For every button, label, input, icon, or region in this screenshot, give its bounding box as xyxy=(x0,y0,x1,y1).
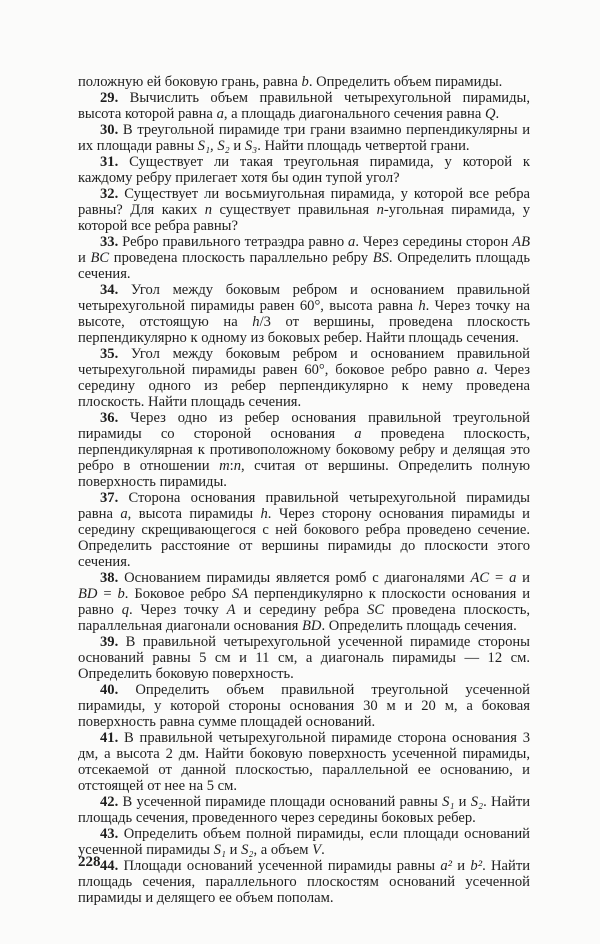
text-run: , а объем xyxy=(253,842,313,858)
problem-number: 29. xyxy=(100,90,119,106)
problem-number: 43. xyxy=(100,826,119,842)
math-variable: AC xyxy=(470,570,490,586)
text-run: Угол между боковым ребром и основанием правильной четырехугольной пирамиды равен 60°, боковое ребро равно xyxy=(78,346,530,378)
math-variable: b² xyxy=(470,858,483,874)
text-run: , xyxy=(210,138,218,154)
text-run: , а площадь диагонального сечения равна xyxy=(223,106,485,122)
math-variable: a xyxy=(476,362,484,378)
problem-number: 39. xyxy=(100,634,119,650)
math-variable: h xyxy=(252,314,260,330)
math-variable: b xyxy=(117,586,125,602)
text-run: Сторона основания правильной четырехугольной пирамиды равна xyxy=(78,490,530,522)
text-run: = xyxy=(97,586,118,602)
text-run: . Определить площадь сечения. xyxy=(321,618,517,634)
math-variable: m xyxy=(219,458,230,474)
text-run: : xyxy=(229,458,234,474)
text-run: и xyxy=(225,842,242,858)
problem-43 xyxy=(78,826,530,858)
problem-34 xyxy=(78,282,530,346)
text-run: Вычислить объем правильной четырехугольной пирамиды, высота которой равна xyxy=(78,90,530,122)
problem-number: 42. xyxy=(100,794,119,810)
text-run: . Через середину одного из ребер перпендикулярно к нему проведена плоскость. Найти площадь сечения. xyxy=(78,362,530,410)
math-variable: a xyxy=(354,426,362,442)
text-run: и xyxy=(229,138,245,154)
math-variable: BD xyxy=(302,618,322,634)
text-run: В правильной четырехугольной пирамиде сторона основания 3 дм, а высота 2 дм. Найти боковую поверхность усеченной пирамиды, отсекаемой от данной плоскостью, параллельной ее основанию, и отстоящей от нее на 5 см. xyxy=(78,730,530,794)
text-run: проведена плоскость параллельно ребру xyxy=(109,250,373,266)
problem-number: 41. xyxy=(100,730,119,746)
continuation-paragraph xyxy=(78,74,530,90)
text-run: = xyxy=(489,570,510,586)
math-variable: SA xyxy=(231,586,249,602)
text-run: Через одно из ребер основания правильной треугольной пирамиды со стороной основания xyxy=(78,410,530,442)
math-variable: BC xyxy=(90,250,110,266)
text-run: . Определить объем пирамиды. xyxy=(308,74,503,90)
math-variable: S₃ xyxy=(244,138,258,154)
problem-number: 33. xyxy=(100,234,119,250)
text-run: существует правильная xyxy=(212,202,377,218)
problem-number: 35. xyxy=(100,346,119,362)
text-run: и xyxy=(452,858,471,874)
text-run: и xyxy=(454,794,471,810)
problem-number: 36. xyxy=(100,410,119,426)
math-variable: n xyxy=(204,202,213,218)
math-variable: h xyxy=(418,298,426,314)
text-run: Определить объем правильной треугольной усеченной пирамиды, у которой стороны основания 30 м и 20 м, а боковая поверхность равна сумме площадей оснований. xyxy=(78,682,530,730)
text-run: -угольная пирамида, у которой все ребра равны? xyxy=(78,202,530,234)
problem-37 xyxy=(78,490,530,570)
math-variable: S₁ xyxy=(213,842,226,858)
math-variable: q xyxy=(121,602,129,618)
text-run: Угол между боковым ребром и основанием правильной четырехугольной пирамиды равен 60°, высота равна xyxy=(78,282,530,314)
math-variable: a xyxy=(120,506,128,522)
text-run: положную ей боковую грань, равна xyxy=(78,74,302,90)
math-variable: a xyxy=(348,234,356,250)
math-variable: a xyxy=(509,570,517,586)
problem-44 xyxy=(78,858,530,906)
math-variable: V xyxy=(312,842,322,858)
text-run: Площади оснований усеченной пирамиды равны xyxy=(118,858,441,874)
math-variable: n xyxy=(233,458,241,474)
text-run: /3 от вершины, проведена плоскость перпендикулярно к одному из боковых ребер. Найти площадь сечения. xyxy=(78,314,530,346)
math-variable: A xyxy=(226,602,236,618)
problem-39 xyxy=(78,634,530,682)
text-run: В треугольной пирамиде три грани взаимно перпендикулярны и их площади равны xyxy=(78,122,530,154)
math-variable: S₁ xyxy=(442,794,455,810)
text-run: В правильной четырехугольной усеченной пирамиде стороны оснований равны 5 см и 11 см, а диагональ пирамиды — 12 см. Определить боковую поверхность. xyxy=(78,634,530,682)
problem-33 xyxy=(78,234,530,282)
text-run: перпендикулярно к плоскости основания и равно xyxy=(78,586,531,618)
text-run: . Боковое ребро xyxy=(124,586,232,602)
problem-40 xyxy=(78,682,530,730)
text-run: Ребро правильного тетраэдра равно xyxy=(118,234,349,250)
text-run: . Найти площадь четвертой грани. xyxy=(257,138,470,154)
text-run: проведена плоскость, перпендикулярная к противоположному боковому ребру и делящая это ребро в отношении xyxy=(78,426,530,474)
text-run: и xyxy=(78,250,91,266)
problem-31 xyxy=(78,154,530,186)
problem-number: 37. xyxy=(100,490,119,506)
text-run: . Через сторону основания пирамиды и середину скрещивающегося с ней бокового ребра проведено сечение. Определить расстояние от вершины пирамиды до плоскости этого сечения. xyxy=(78,506,530,570)
problem-number: 30. xyxy=(100,122,119,138)
problem-35 xyxy=(78,346,530,410)
page-text xyxy=(78,74,530,906)
text-run: . Через середины сторон xyxy=(355,234,513,250)
problem-number: 32. xyxy=(100,186,119,202)
text-run: Определить объем полной пирамиды, если площади оснований усеченной пирамиды xyxy=(78,826,530,858)
text-run: . xyxy=(495,106,500,122)
math-variable: S₂ xyxy=(241,842,254,858)
text-run: . xyxy=(321,842,325,858)
problem-number: 40. xyxy=(100,682,119,698)
problem-38 xyxy=(78,570,530,634)
text-run: , считая от вершины. Определить полную поверхность пирамиды. xyxy=(78,458,530,490)
problem-42 xyxy=(78,794,530,826)
text-run: и середину ребра xyxy=(235,602,368,618)
problem-number: 44. xyxy=(100,858,119,874)
problem-number: 34. xyxy=(100,282,119,298)
math-variable: AB xyxy=(512,234,531,250)
math-variable: S₁ xyxy=(197,138,211,154)
math-variable: BS xyxy=(372,250,389,266)
text-run: . Найти площадь сечения, проведенного через середины боковых ребер. xyxy=(78,794,531,826)
problem-36 xyxy=(78,410,530,490)
math-variable: n xyxy=(376,202,384,218)
text-run: проведена плоскость, параллельная диагонали основания xyxy=(78,602,531,634)
text-run: и xyxy=(516,570,530,586)
math-variable: S₂ xyxy=(470,794,484,810)
math-variable: a xyxy=(216,106,224,122)
problem-number: 38. xyxy=(100,570,119,586)
problem-32 xyxy=(78,186,530,234)
text-run: . Через точку xyxy=(128,602,227,618)
math-variable: a² xyxy=(440,858,453,874)
math-variable: S₂ xyxy=(217,138,230,154)
problem-number: 31. xyxy=(100,154,119,170)
text-run: Существует ли восьмиугольная пирамида, у которой все ребра равны? Для каких xyxy=(78,186,530,218)
page-number: 228 xyxy=(78,854,101,870)
problem-29 xyxy=(78,90,530,122)
text-run: Основанием пирамиды является ромб с диагоналями xyxy=(118,570,471,586)
math-variable: SC xyxy=(367,602,385,618)
text-run: . Найти площадь сечения, параллельного плоскостям оснований усеченной пирамиды и делящего ее объем пополам. xyxy=(78,858,531,906)
math-variable: h xyxy=(260,506,268,522)
problem-30 xyxy=(78,122,530,154)
text-run: . Через точку на высоте, отстоящую на xyxy=(78,298,530,330)
math-variable: Q xyxy=(484,106,496,122)
math-variable: BD xyxy=(78,586,98,602)
math-variable: b xyxy=(301,74,309,90)
text-run: . Определить площадь сечения. xyxy=(78,250,530,282)
problem-41 xyxy=(78,730,530,794)
text-run: , высота пирамиды xyxy=(127,506,261,522)
text-run: Существует ли такая треугольная пирамида, у которой к каждому ребру прилегает хотя бы один тупой угол? xyxy=(78,154,530,186)
text-run: В усеченной пирамиде площади оснований равны xyxy=(118,794,443,810)
